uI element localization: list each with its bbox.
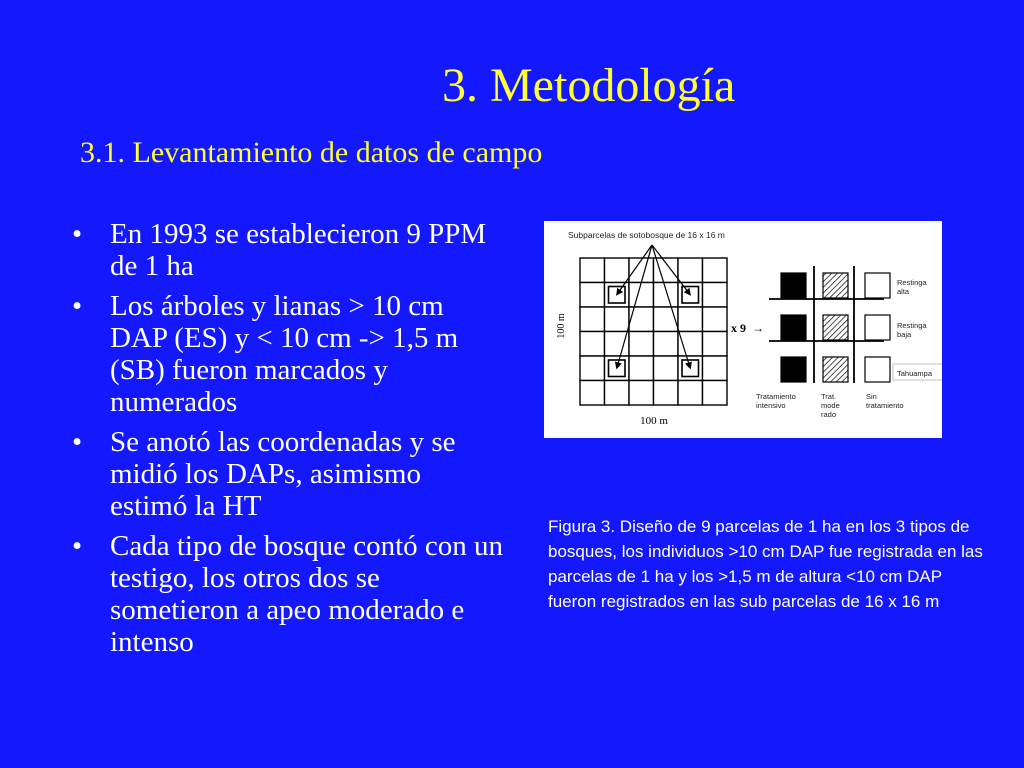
treatment-plot <box>823 357 848 382</box>
treatment-label: Tratamiento intensivo <box>756 392 796 410</box>
treatment-plot <box>865 315 890 340</box>
grid-cell <box>703 307 728 332</box>
grid-cell <box>654 283 679 308</box>
left-axis-label: 100 m <box>556 313 567 339</box>
treatment-matrix <box>769 266 890 383</box>
treatment-plot <box>781 315 806 340</box>
bullet-icon: • <box>72 290 83 322</box>
grid-cell <box>678 307 703 332</box>
treatment-plot <box>781 273 806 298</box>
subplot-label: Subparcelas de sotobosque de 16 x 16 m <box>568 230 725 240</box>
figure-caption: Figura 3. Diseño de 9 parcelas de 1 ha en los 3 tipos de bosques, los individuos >10 cm DAP fue registrada en las parcelas de 1 ha y los >1,5 m de altura <10 cm DAP fueron registrados en las sub parcelas de 16 x 16 m <box>548 517 983 611</box>
treatment-plot <box>865 273 890 298</box>
grid-cell <box>605 332 630 357</box>
plot-design-figure <box>544 221 942 438</box>
grid-cell <box>703 258 728 283</box>
treatment-plot <box>781 357 806 382</box>
grid-cell <box>629 283 654 308</box>
bullet-item <box>72 426 504 522</box>
grid-cell <box>605 381 630 406</box>
treatment-label: Trat. mode rado <box>821 392 840 419</box>
forest-type-labels <box>897 278 933 378</box>
grid-cell <box>654 356 679 381</box>
treatment-plot <box>865 357 890 382</box>
bullet-item <box>72 290 504 418</box>
treatment-labels <box>756 392 904 419</box>
forest-type-label: Tahuampa <box>897 369 933 378</box>
grid-cell <box>580 258 605 283</box>
bullet-icon: • <box>72 218 83 250</box>
grid-cell <box>678 381 703 406</box>
bullet-list <box>72 218 504 666</box>
bullet-item <box>72 530 504 658</box>
grid-cell <box>580 356 605 381</box>
bullet-text: Se anotó las coordenadas y se midió los DAPs, asimismo estimó la HT <box>110 426 456 522</box>
slide-title: 3. Metodología <box>442 59 736 112</box>
grid-cell <box>605 258 630 283</box>
treatment-plot <box>823 315 848 340</box>
bullet-text: Cada tipo de bosque contó con un testigo, los otros dos se sometieron a apeo moderado e intenso <box>110 530 504 658</box>
grid-cell <box>580 307 605 332</box>
forest-type-label: Restinga alta <box>897 278 927 296</box>
grid-cell <box>629 332 654 357</box>
grid-cell <box>678 258 703 283</box>
grid-cell <box>629 356 654 381</box>
bullet-text: En 1993 se establecieron 9 PPM de 1 ha <box>110 218 487 282</box>
arrow-right-icon: → <box>752 321 764 335</box>
bullet-icon: • <box>72 426 83 458</box>
plot-design-diagram <box>544 221 942 438</box>
multiplier-label: x 9 <box>731 321 746 335</box>
grid-cell <box>703 356 728 381</box>
bullet-item <box>72 218 504 282</box>
hectare-grid <box>580 258 727 405</box>
grid-cell <box>654 307 679 332</box>
slide-subtitle: 3.1. Levantamiento de datos de campo <box>80 136 543 169</box>
grid-cell <box>580 283 605 308</box>
grid-cell <box>678 332 703 357</box>
grid-cell <box>580 332 605 357</box>
grid-cell <box>703 381 728 406</box>
bullet-text: Los árboles y lianas > 10 cm DAP (ES) y < 10 cm -> 1,5 m (SB) fueron marcados y numerados <box>110 290 459 418</box>
bottom-axis-label: 100 m <box>640 415 668 427</box>
grid-cell <box>580 381 605 406</box>
grid-cell <box>605 307 630 332</box>
forest-type-label: Restinga baja <box>897 321 927 339</box>
grid-cell <box>654 381 679 406</box>
grid-cell <box>654 332 679 357</box>
grid-cell <box>703 283 728 308</box>
grid-cell <box>703 332 728 357</box>
grid-cell <box>629 258 654 283</box>
grid-cell <box>629 381 654 406</box>
treatment-label: Sin tratamiento <box>866 392 904 410</box>
treatment-plot <box>823 273 848 298</box>
bullet-icon: • <box>72 530 83 562</box>
